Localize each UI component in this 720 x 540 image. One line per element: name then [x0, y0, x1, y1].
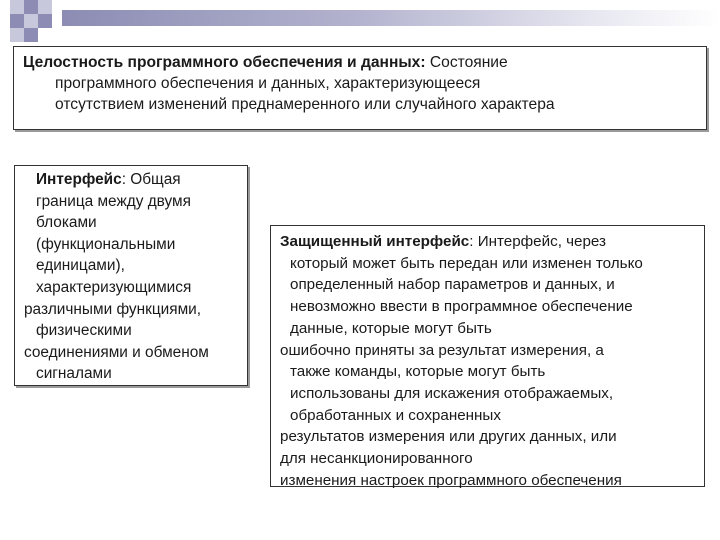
interface-text-line: соединениями и обменом — [24, 343, 209, 361]
protected-interface-text-line: использованы для искажения отображаемых, — [290, 384, 614, 402]
integrity-first-line — [23, 52, 698, 73]
interface-text-line: (функциональными — [36, 235, 176, 253]
integrity-text-line: отсутствием изменений преднамеренного или случайного характера — [55, 96, 555, 113]
protected-interface-text-line: невозможно ввести в программное обеспечение — [290, 298, 633, 316]
interface-text-line: единицами), — [36, 257, 125, 275]
interface-text-line: различными функциями, — [24, 300, 202, 318]
integrity-term: Целостность программного обеспечения и данных: — [23, 54, 426, 71]
integrity-text-line: Состояние — [425, 54, 508, 71]
interface-first-line — [24, 169, 241, 191]
protected-interface-first-line — [280, 231, 698, 253]
protected-interface-text-line: ошибочно приняты за результат измерения, а — [280, 341, 604, 359]
protected-interface-definition-box — [270, 225, 705, 487]
integrity-definition-box — [13, 46, 707, 130]
protected-interface-text-line: : Интерфейс, через — [469, 233, 607, 250]
interface-text-line: граница между двумя — [36, 192, 191, 210]
protected-interface-text-line: обработанных и сохраненных — [290, 406, 501, 424]
protected-interface-text-line: который может быть передан или изменен только — [290, 254, 643, 272]
integrity-text-line: программного обеспечения и данных, характеризующееся — [55, 75, 481, 92]
protected-interface-text-line: изменения настроек программного обеспечения — [280, 471, 622, 489]
interface-text-line: сигналами — [36, 365, 112, 383]
interface-text-line: физическими — [36, 322, 132, 340]
protected-interface-text-line: данные, которые могут быть — [290, 319, 492, 337]
interface-definition-box — [14, 165, 248, 386]
protected-interface-text-line: также команды, которые могут быть — [290, 363, 546, 381]
protected-interface-term: Защищенный интерфейс — [280, 233, 470, 250]
header-gradient-bar — [62, 10, 720, 26]
protected-interface-text-line: определенный набор параметров и данных, и — [290, 276, 615, 294]
interface-text-line: характеризующимися — [36, 278, 192, 296]
interface-term: Интерфейс — [36, 171, 122, 188]
protected-interface-text-line: для несанкционированного — [280, 450, 473, 468]
interface-text-line: : Общая — [121, 171, 181, 188]
protected-interface-text-line: результатов измерения или других данных, или — [280, 428, 617, 446]
slide-header-decoration — [0, 0, 720, 44]
interface-text-line: блоками — [36, 214, 97, 232]
